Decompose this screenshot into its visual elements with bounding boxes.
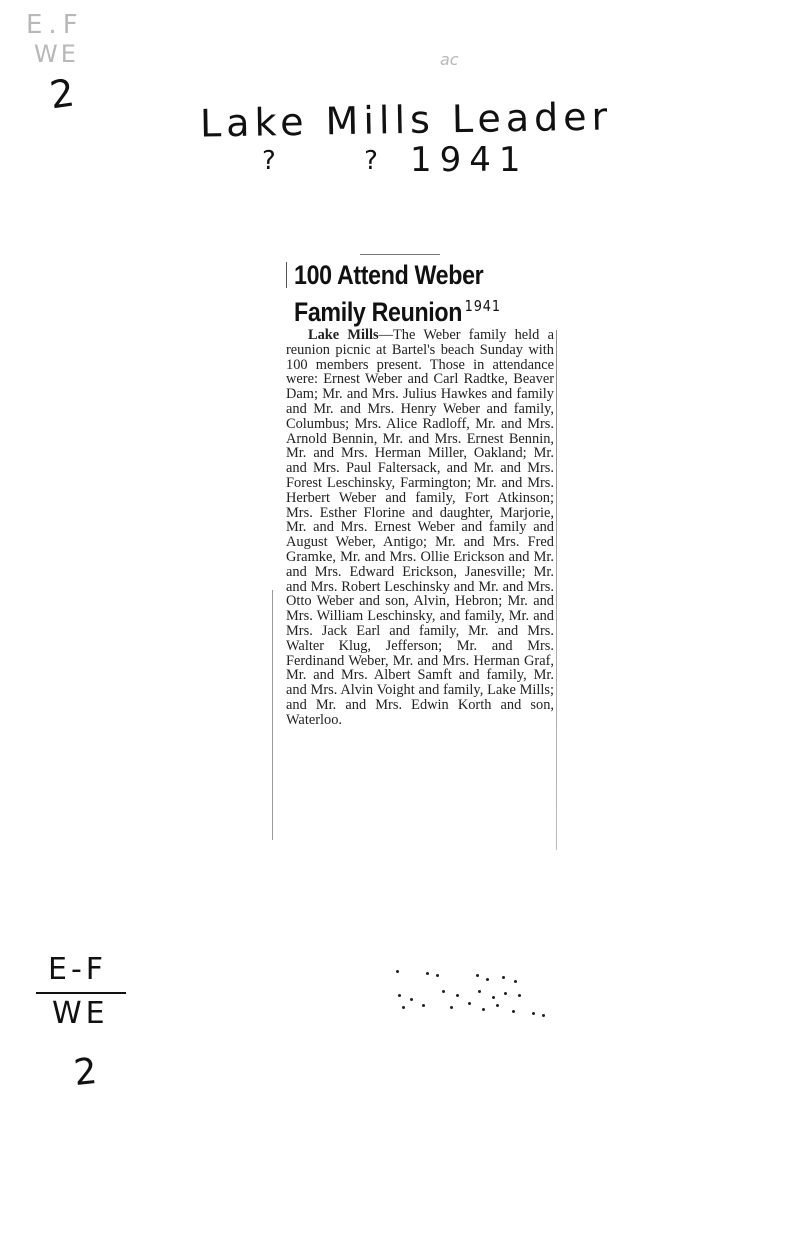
paper-dot	[396, 970, 399, 973]
article-paragraph	[286, 328, 554, 728]
paper-dot	[442, 990, 445, 993]
handwritten-publication: Lake Mills Leader	[199, 94, 613, 146]
margin-fraction-bar	[36, 992, 126, 994]
paper-dot	[426, 972, 429, 975]
paper-dot	[512, 1010, 515, 1013]
paper-dot	[410, 998, 413, 1001]
margin-code-bottom: E-F	[48, 952, 108, 987]
margin-code-top: E.F	[26, 10, 84, 40]
handwritten-date-unknown: ? ?	[262, 146, 418, 176]
headline-line-2	[294, 291, 526, 328]
margin-num-bottom: 2	[71, 1050, 99, 1095]
clipping-top-rule	[360, 254, 440, 255]
paper-dot	[542, 1014, 545, 1017]
newspaper-clipping	[272, 250, 562, 850]
paper-dot	[478, 990, 481, 993]
paper-dot	[402, 1006, 405, 1009]
paper-dot	[422, 1004, 425, 1007]
clipping-cut-edge-right	[556, 330, 557, 850]
headline-line-1: 100 Attend Weber	[294, 260, 484, 290]
paper-dot	[502, 976, 505, 979]
paper-dot	[496, 1004, 499, 1007]
article-text: —The Weber family held a reunion picnic at Bartel's beach Sunday with 100 members present. Those in attendance were: Ernest Weber and Carl Radtke, Beaver Dam; Mr. and Mrs. Julius Hawkes and family and Mr. and Mrs. Henry Weber and family, Columbus; Mrs. Alice Radloff, Mr. and Mrs. Arnold Bennin, Mr. and Mrs. Ernest Bennin, Mr. and Mrs. Herman Miller, Oakland; Mr. and Mrs. Paul Faltersack, and Mr. and Mrs. Forest Leschinsky, Farmington; Mr. and Mrs. Herbert Weber and family, Fort Atkinson; Mrs. Esther Florine and daughter, Marjorie, Mr. and Mrs. Ernest Weber and family and August Weber, Antigo; Mr. and Mrs. Fred Gramke, Mr. and Mrs. Ollie Erickson and Mr. and Mrs. Edward Erickson, Janesville; Mr. and Mrs. Robert Leschinsky and Mr. and Mrs. Otto Weber and son, Alvin, Hebron; Mr. and Mrs. William Leschinsky, and family, Mr. and Mrs. Jack Earl and family, Mr. and Mrs. Walter Klug, Jefferson; Mr. and Mrs. Ferdinand Weber, Mr. and Mrs. Herman Graf, Mr. and Mrs. Albert Samft and family, Mr. and Mrs. Alvin Voight and family, Lake Mills; and Mr. and Mrs. Edwin Korth and son, Waterloo.	[286, 327, 554, 728]
paper-dot	[476, 974, 479, 977]
paper-dot	[398, 994, 401, 997]
paper-dot	[532, 1012, 535, 1015]
margin-num-top: 2	[47, 70, 78, 118]
article-dateline: Lake Mills	[308, 327, 379, 343]
paper-dot	[492, 996, 495, 999]
clipping-cut-edge-left	[286, 262, 287, 288]
margin-sub-top: WE	[34, 40, 79, 68]
paper-dot	[468, 1002, 471, 1005]
article-headline	[294, 260, 526, 328]
margin-sub-bottom: WE	[52, 996, 109, 1031]
handwritten-year: 1941	[410, 140, 529, 180]
paper-dot	[518, 994, 521, 997]
paper-dot	[436, 974, 439, 977]
paper-dot	[456, 994, 459, 997]
article-body	[286, 328, 554, 728]
clipping-cut-edge-left-lower	[272, 590, 273, 840]
paper-dot	[514, 980, 517, 983]
paper-dot	[504, 992, 507, 995]
headline-line-2-text: Family Reunion	[294, 297, 463, 327]
paper-dot	[486, 978, 489, 981]
faint-mark-top: ac	[440, 50, 459, 69]
headline-handwritten-year: 1941	[464, 297, 501, 315]
paper-dot	[450, 1006, 453, 1009]
paper-dot	[482, 1008, 485, 1011]
